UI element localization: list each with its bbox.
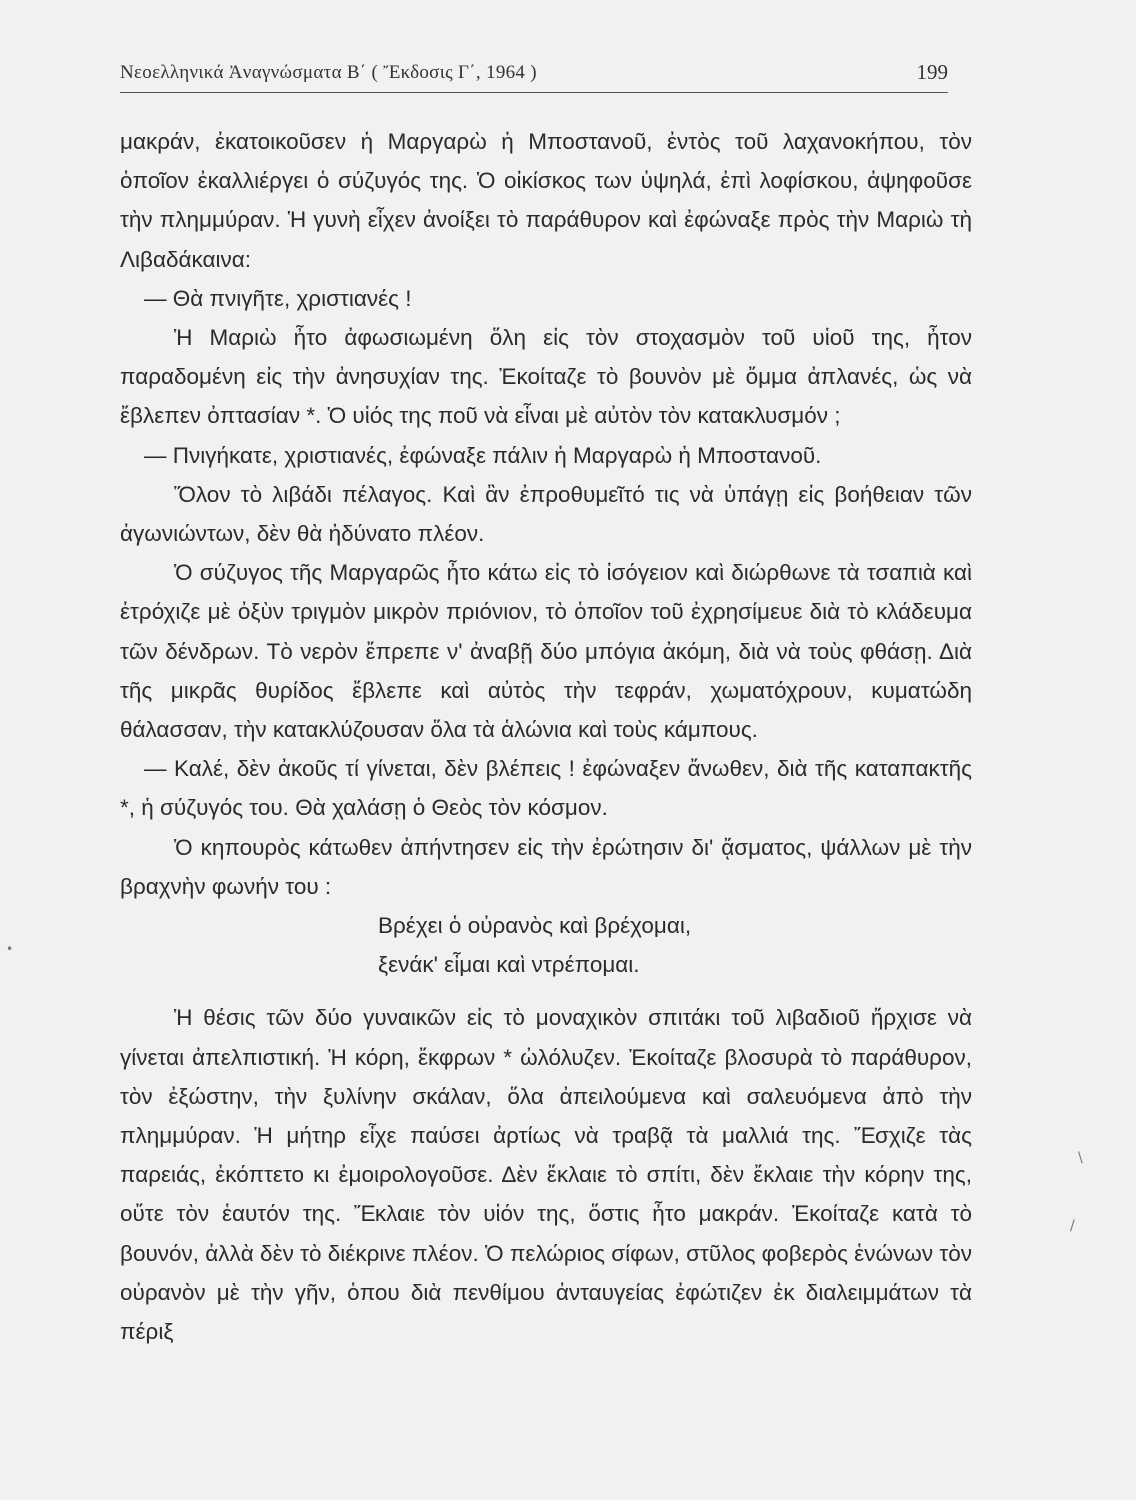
paragraph: Ὅλον τὸ λιβάδι πέλαγος. Καὶ ἂν ἐπροθυμεῖτό τις νὰ ὑπάγῃ εἰς βοήθειαν τῶν ἀγωνιώντων, δὲν θὰ ἠδύνατο πλέον. <box>120 481 972 547</box>
margin-dot: • <box>6 942 14 956</box>
running-header <box>120 58 948 93</box>
dialogue-line: — Πνιγήκατε, χριστιανές, ἐφώναξε πάλιν ἡ Μαργαρὼ ἡ Μποστανοῦ. <box>144 442 822 468</box>
page-body <box>120 122 972 1351</box>
margin-tick: \ <box>1078 1150 1083 1166</box>
page-number: 199 <box>916 60 948 84</box>
paragraph: Ἡ Μαριὼ ἦτο ἀφωσιωμένη ὅλη εἰς τὸν στοχασμὸν τοῦ υἱοῦ της, ἦτον παραδομένη εἰς τὴν ἀνησυχίαν της. Ἐκοίταζε τὸ βουνὸν μὲ ὄμμα ἀπλανές, ὡς νὰ ἔβλεπεν ὀπτασίαν *. Ὁ υἱός της ποῦ νὰ εἶναι μὲ αὐτὸν τὸν κατακλυσμόν ; <box>120 325 972 429</box>
paragraph: Ὁ κηπουρὸς κάτωθεν ἀπήντησεν εἰς τὴν ἐρώτησιν δι' ᾄσματος, ψάλλων μὲ τὴν βραχνὴν φωνήν του : <box>120 834 972 899</box>
verse-line: ξενάκ' εἶμαι καὶ ντρέπομαι. <box>378 952 640 978</box>
verse-line: Βρέχει ὁ οὐρανὸς καὶ βρέχομαι, <box>378 913 692 939</box>
paragraph: μακράν, ἐκατοικοῦσεν ἡ Μαργαρὼ ἡ Μποστανοῦ, ἐντὸς τοῦ λαχανοκήπου, τὸν ὁποῖον ἐκαλλιέργει ὁ σύζυγός της. Ὁ οἰκίσκος των ὑψηλά, ἐπὶ λοφίσκου, ἀψηφοῦσε τὴν πλημμύραν. Ἡ γυνὴ εἶχεν ἀνοίξει τὸ παράθυρον καὶ ἐφώναξε πρὸς τὴν Μαριὼ τὴ Λιβαδάκαινα: <box>120 129 972 272</box>
dialogue-line: — Θὰ πνιγῆτε, χριστιανές ! <box>144 285 412 311</box>
paragraph: Ὁ σύζυγος τῆς Μαργαρῶς ἦτο κάτω εἰς τὸ ἰσόγειον καὶ διώρθωνε τὰ τσαπιὰ καὶ ἐτρόχιζε μὲ ὀξὺν τριγμὸν μικρὸν πριόνιον, τὸ ὁποῖον τοῦ ἐχρησίμευε διὰ τὸ κλάδευμα τῶν δένδρων. Τὸ νερὸν ἔπρεπε ν' ἀναβῇ δύο μπόγια ἀκόμη, διὰ νὰ τοὺς φθάσῃ. Διὰ τῆς μικρᾶς θυρίδος ἔβλεπε καὶ αὐτὸς τὴν τεφράν, χωματόχρουν, κυματώδη θάλασσαν, τὴν κατακλύζουσαν ὅλα τὰ ἁλώνια καὶ τοὺς κάμπους. <box>120 560 972 743</box>
book-title: Νεοελληνικά Ἀναγνώσματα Β΄ ( Ἔκδοσις Γ΄, 1964 ) <box>120 62 537 83</box>
song-verse <box>120 906 972 984</box>
paragraph: Ἡ θέσις τῶν δύο γυναικῶν εἰς τὸ μοναχικὸν σπιτάκι τοῦ λιβαδιοῦ ἤρχισε νὰ γίνεται ἀπελπιστική. Ἡ κόρη, ἔκφρων * ὠλόλυζεν. Ἐκοίταζε βλοσυρὰ τὸ παράθυρον, τὸν ἐξώστην, τὴν ξυλίνην σκάλαν, ὅλα ἀπειλούμενα καὶ σαλευόμενα ἀπὸ τὴν πλημμύραν. Ἡ μήτηρ εἶχε παύσει ἀρτίως νὰ τραβᾷ τὰ μαλλιά της. Ἔσχιζε τὰς παρειάς, ἐκόπτετο κι ἐμοιρολογοῦσε. Δὲν ἔκλαιε τὸ σπίτι, δὲν ἔκλαιε τὴν κόρην της, οὔτε τὸν ἑαυτόν της. Ἔκλαιε τὸν υἱόν της, ὅστις ἦτο μακράν. Ἐκοίταζε κατὰ τὸ βουνόν, ἀλλὰ δὲν τὸ διέκρινε πλέον. Ὁ πελώριος σίφων, στῦλος φοβερὸς ἑνώνων τὸν οὐρανὸν μὲ τὴν γῆν, ὁπου διὰ πενθίμου ἀνταυγείας ἐφώτιζεν ἐκ διαλειμμάτων τὰ πέριξ <box>120 1005 972 1345</box>
margin-tick: / <box>1070 1218 1075 1234</box>
dialogue-line: — Καλέ, δὲν ἀκοῦς τί γίνεται, δὲν βλέπεις ! ἐφώναξεν ἄνωθεν, διὰ τῆς καταπακτῆς *, ἡ σύζυγός του. Θὰ χαλάσῃ ὁ Θεὸς τὸν κόσμον. <box>120 756 972 821</box>
